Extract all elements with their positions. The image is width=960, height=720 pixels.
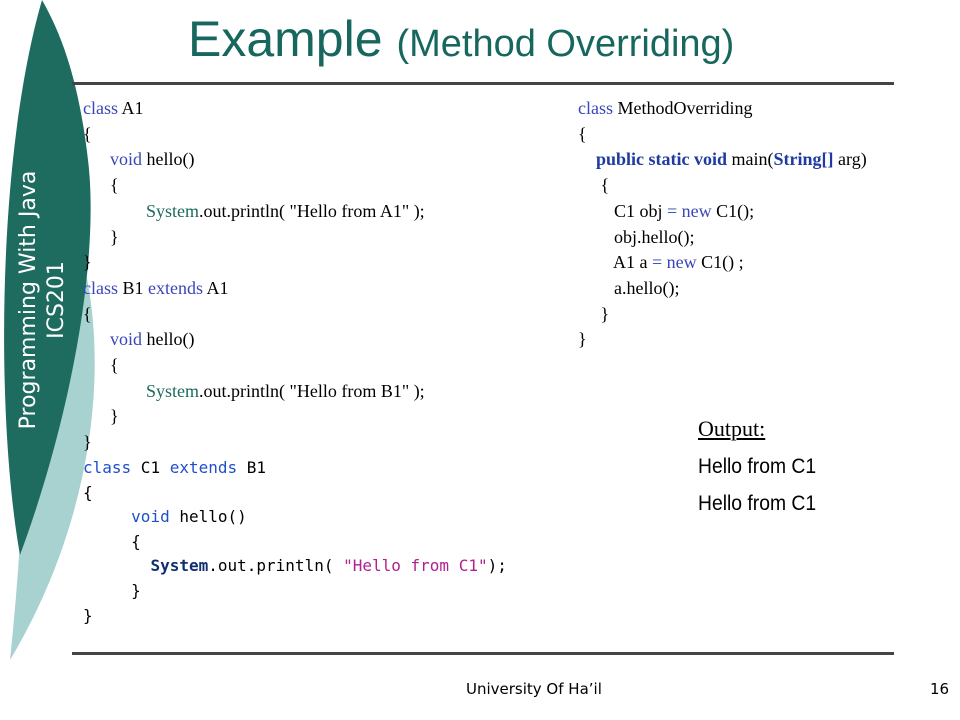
code-token: { [83, 303, 92, 324]
code-line [83, 530, 507, 555]
code-token: { [83, 482, 93, 502]
code-token: System [146, 200, 200, 221]
code-line [83, 302, 425, 328]
code-line [83, 147, 425, 173]
code-token: extends [148, 277, 203, 298]
code-token [83, 329, 110, 349]
code-line [578, 250, 867, 276]
code-token: C1 obj [578, 200, 668, 221]
code-line [83, 353, 425, 379]
code-token [83, 149, 110, 169]
code-token: { [83, 355, 119, 376]
output-line-2: Hello from C1 [698, 492, 817, 515]
code-token: void [110, 149, 143, 170]
bottom-divider [72, 652, 894, 655]
code-token: } [578, 303, 610, 324]
code-line [578, 327, 867, 353]
code-token: = [652, 252, 663, 273]
code-line [578, 173, 867, 199]
output-label: Output: [698, 416, 766, 441]
code-token: main( [727, 149, 774, 170]
code-left-classes-a1-b1 [83, 96, 425, 456]
code-line [83, 579, 507, 604]
code-token: void [131, 507, 170, 527]
code-token: class [578, 98, 613, 118]
code-left-class-c1 [83, 456, 507, 628]
code-token [83, 556, 150, 575]
code-token: obj.hello(); [578, 226, 695, 247]
code-line [83, 505, 507, 530]
code-token [83, 507, 131, 526]
code-token: public static void [596, 149, 728, 170]
code-line [578, 147, 867, 173]
code-token [578, 149, 596, 169]
code-line [578, 302, 867, 328]
code-token: A1 [118, 98, 144, 118]
code-line [578, 122, 867, 148]
code-token: ); [487, 556, 507, 576]
footer-university: University Of Ha’il [466, 680, 602, 698]
code-line [83, 122, 425, 148]
code-token: new [681, 200, 712, 221]
code-token: { [578, 123, 587, 144]
code-token: System [150, 556, 209, 576]
code-token: hello() [169, 507, 247, 527]
code-token: { [83, 531, 141, 551]
code-token: = [667, 200, 678, 221]
code-line [83, 250, 425, 276]
code-token: { [83, 175, 119, 196]
code-token: arg) [833, 149, 867, 170]
code-token: } [83, 252, 92, 273]
code-token: C1(); [711, 200, 755, 221]
code-line [83, 379, 425, 405]
title-sub: (Method Overriding) [396, 23, 735, 65]
code-token: class [83, 458, 132, 477]
code-line [83, 481, 507, 506]
code-line [83, 96, 425, 122]
code-token [83, 201, 146, 221]
code-token: MethodOverriding [613, 98, 753, 118]
code-line [83, 604, 507, 629]
code-token: extends [169, 458, 238, 477]
code-token: String[] [773, 149, 834, 170]
code-token: } [578, 329, 587, 350]
slide-title [188, 10, 734, 68]
code-token: System [146, 380, 200, 401]
code-line [83, 404, 425, 430]
sidebar-course-title [15, 120, 85, 480]
code-line [83, 173, 425, 199]
title-main: Example [188, 11, 383, 67]
code-token: A1 [203, 277, 229, 298]
code-token: A1 a [578, 252, 652, 273]
code-line [83, 430, 425, 456]
code-token: B1 [118, 277, 149, 298]
code-token: "Hello from C1" [343, 556, 488, 576]
course-name: Programming With Java [16, 170, 41, 430]
code-line [578, 276, 867, 302]
code-token: void [110, 329, 143, 350]
code-line [578, 96, 867, 122]
code-line [83, 327, 425, 353]
code-token: } [83, 226, 119, 247]
code-token: new [666, 252, 697, 273]
code-token: B1 [237, 458, 267, 477]
code-token: hello() [142, 149, 195, 170]
code-token: class [83, 98, 118, 118]
course-code: ICS201 [44, 261, 69, 339]
code-token: { [83, 123, 92, 144]
top-divider [72, 82, 894, 85]
code-line [83, 276, 425, 302]
code-token: } [83, 605, 93, 625]
output-line-1: Hello from C1 [698, 455, 817, 478]
code-token [83, 381, 146, 401]
code-token: .out.println( "Hello from B1" ); [199, 380, 425, 401]
code-token: } [83, 406, 119, 427]
code-token: } [83, 580, 141, 600]
code-token: .out.println( [208, 556, 344, 576]
code-token: { [578, 175, 610, 196]
code-right-main [578, 96, 867, 353]
code-line [578, 225, 867, 251]
code-token: a.hello(); [578, 277, 680, 298]
page-number: 16 [930, 680, 950, 698]
code-line [83, 199, 425, 225]
code-token: class [83, 277, 118, 298]
code-line [83, 554, 507, 579]
code-line [83, 225, 425, 251]
code-line [578, 199, 867, 225]
code-token: C1 [131, 458, 170, 477]
code-token: .out.println( "Hello from A1" ); [199, 200, 425, 221]
code-token: } [83, 432, 92, 453]
code-line [83, 456, 507, 481]
code-token: hello() [142, 329, 195, 350]
code-token: C1() ; [696, 252, 744, 273]
